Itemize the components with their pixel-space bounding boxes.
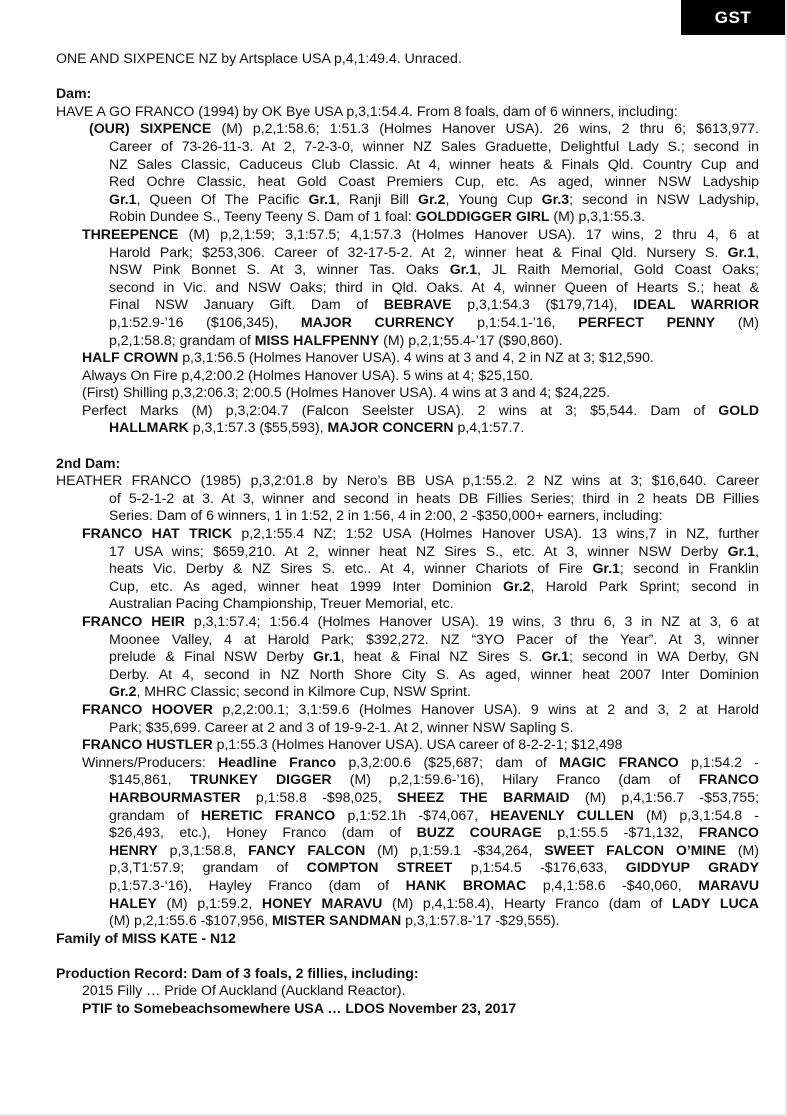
- paragraph-gap: [56, 68, 759, 86]
- document-line: [56, 578, 759, 596]
- text-run: (M) p,4,1:58.4), Hearty Franco (dam of: [382, 894, 673, 911]
- bold-text-run: Gr.1: [308, 190, 336, 207]
- text-run: p,2,1:58.8; grandam of: [109, 331, 255, 348]
- bold-text-run: MAJOR CURRENCY: [300, 313, 455, 330]
- bold-text-run: FRANCO HAT TRICK: [82, 525, 233, 542]
- bold-text-run: LADY LUCA: [672, 894, 759, 911]
- text-run: Final NSW January Gift. Dam of: [109, 296, 384, 313]
- text-run: Moonee Valley, 4 at Harold Park; $392,272. NZ “3YO Pacer of the Year”. At 3, winner: [109, 630, 759, 647]
- document-line: [56, 965, 759, 983]
- text-run: Career of 73-26-11-3. At 2, 7-2-3-0, winner NZ Sales Graduette, Delightful Lady S.; second in: [109, 137, 759, 154]
- text-run: ,: [755, 243, 759, 260]
- bold-text-run: PTIF to Somebeachsomewhere USA … LDOS November 23, 2017: [82, 1000, 517, 1017]
- text-run: p,4,1:57.7.: [453, 419, 525, 436]
- text-run: (M) p,2,1:59.6-’16), Hilary Franco (dam of: [331, 771, 699, 788]
- bold-text-run: HONEY MARAVU: [261, 894, 383, 911]
- text-run: p,2,1:55.4 NZ; 1:52 USA (Holmes Hanover USA). 13 wins,7 in NZ, further: [232, 525, 759, 542]
- bold-text-run: Dam:: [56, 85, 92, 102]
- document-line: [56, 507, 759, 525]
- document-line: [56, 525, 759, 543]
- paragraph-gap: [56, 947, 759, 965]
- text-run: , Ranji Bill: [335, 190, 419, 207]
- bold-text-run: Headline Franco: [218, 753, 337, 770]
- bold-text-run: Gr.1: [727, 243, 756, 260]
- document-line: [56, 736, 759, 754]
- text-run: , Harold Park Sprint; second in: [530, 577, 759, 594]
- text-run: (M) p,2,1:55.6 -$107,956,: [109, 912, 272, 929]
- bold-text-run: Gr.2: [109, 683, 137, 700]
- document-line: [56, 683, 759, 701]
- document-line: [56, 771, 759, 789]
- bold-text-run: GIDDYUP GRADY: [625, 859, 759, 876]
- text-run: Cup, etc. As aged, winner heat 1999 Inter Dominion: [109, 577, 504, 594]
- bold-text-run: HANK BROMAC: [405, 876, 527, 893]
- text-run: HAVE A GO FRANCO (1994) by OK Bye USA p,3,1:54.4. From 8 foals, dam of 6 winners, including:: [56, 102, 678, 119]
- document-line: [56, 103, 759, 121]
- document-line: [56, 754, 759, 772]
- text-run: heats Vic. Derby & NZ Sires S. etc.. At 4, winner Chariots of Fire: [109, 560, 593, 577]
- text-run: 2015 Filly … Pride Of Auckland (Auckland Reactor).: [82, 982, 406, 999]
- document-line: [56, 490, 759, 508]
- document-line: [56, 842, 759, 860]
- document-line: [56, 631, 759, 649]
- text-run: p,1:57.3-‘16), Hayley Franco (dam of: [109, 876, 406, 893]
- text-run: grandam of: [109, 806, 201, 823]
- bold-text-run: (OUR) SIXPENCE: [89, 120, 212, 137]
- text-run: , heat & Final NZ Sires S.: [340, 648, 542, 665]
- bold-text-run: GOLD: [718, 401, 759, 418]
- text-run: (M): [715, 313, 759, 330]
- text-run: second in Vic. and NSW Oaks; third in Qld. Oaks. At 4, winner Queen of Hearts S.; heat &: [109, 278, 759, 295]
- text-run: p,3,1:54.3 ($179,714),: [451, 296, 634, 313]
- bold-text-run: HALF CROWN: [82, 349, 179, 366]
- text-run: Series. Dam of 6 winners, 1 in 1:52, 2 in 1:56, 4 in 2:00, 2 -$350,000+ earners, including:: [109, 507, 663, 524]
- bold-text-run: GOLDDIGGER GIRL: [415, 208, 550, 225]
- document-line: [56, 930, 759, 948]
- document-line: [56, 296, 759, 314]
- bold-text-run: Gr.1: [592, 560, 620, 577]
- bold-text-run: SHEEZ THE BARMAID: [397, 788, 570, 805]
- text-run: NZ Sales Classic, Caduceus Club Classic. At 4, winner heats & Finals Qld. Country Cup and: [109, 155, 759, 172]
- text-run: ; second in NSW Ladyship,: [569, 190, 759, 207]
- text-run: (M): [726, 841, 759, 858]
- document-line: [56, 807, 759, 825]
- document-line: [56, 279, 759, 297]
- bold-text-run: HALEY: [109, 894, 157, 911]
- bold-text-run: Gr.2: [418, 190, 446, 207]
- document-line: [56, 138, 759, 156]
- text-run: (M) p,3,1:55.3.: [549, 208, 646, 225]
- document-line: [56, 455, 759, 473]
- document-line: [56, 912, 759, 930]
- text-run: p,3,T1:57.9; grandam of: [109, 859, 307, 876]
- gst-badge: [681, 0, 785, 35]
- text-run: ,: [755, 542, 759, 559]
- text-run: p,1:55.5 -$71,132,: [541, 824, 699, 841]
- bold-text-run: Gr.2: [503, 577, 531, 594]
- document-line: [56, 314, 759, 332]
- text-run: prelude & Final NSW Derby: [109, 648, 314, 665]
- document-line: [56, 173, 759, 191]
- document-line: [56, 1000, 759, 1018]
- bold-text-run: 2nd Dam:: [56, 454, 121, 471]
- text-run: , JL Raith Memorial, Gold Coast Oaks;: [477, 261, 759, 278]
- text-run: p,1:52.9-’16 ($106,345),: [109, 313, 301, 330]
- document-line: [56, 859, 759, 877]
- document-line: [56, 384, 759, 402]
- text-run: p,1:55.3 (Holmes Hanover USA). USA career of 8-2-2-1; $12,498: [212, 736, 623, 753]
- text-run: (M) p,1:59.1 -$34,264,: [365, 841, 545, 858]
- text-run: p,3,1:56.5 (Holmes Hanover USA). 4 wins at 3 and 4, 2 in NZ at 3; $12,590.: [178, 349, 654, 366]
- text-run: of 5-2-1-2 at 3. At 3, winner and second in heats DB Fillies Series; third in 2 heats DB Fillies: [109, 489, 759, 506]
- text-run: Winners/Producers:: [82, 753, 219, 770]
- bold-text-run: THREEPENCE: [82, 225, 179, 242]
- text-run: HEATHER FRANCO (1985) p,3,2:01.8 by Nero’s BB USA p,1:55.2. 2 NZ wins at 3; $16,640. Career: [56, 472, 759, 489]
- document-line: [56, 156, 759, 174]
- text-run: (First) Shilling p,3,2:06.3; 2:00.5 (Holmes Hanover USA). 4 wins at 3 and 4; $24,225.: [82, 384, 610, 401]
- document-line: [56, 595, 759, 613]
- bold-text-run: FRANCO: [698, 771, 759, 788]
- document-line: [56, 543, 759, 561]
- document-line: [56, 560, 759, 578]
- document-line: [56, 85, 759, 103]
- document-line: [56, 226, 759, 244]
- bold-text-run: HALLMARK: [109, 419, 189, 436]
- text-run: p,1:52.1h -$74,067,: [335, 806, 491, 823]
- text-run: Australian Pacing Championship, Treuer Memorial, etc.: [109, 595, 454, 612]
- document-line: [56, 367, 759, 385]
- document-line: [56, 332, 759, 350]
- text-run: Park; $35,699. Career at 2 and 3 of 19-9-2-1. At 2, winner NSW Sapling S.: [109, 718, 574, 735]
- text-run: (M) p,2,1:58.6; 1:51.3 (Holmes Hanover USA). 26 wins, 2 thru 6; $613,977.: [211, 120, 759, 137]
- document-line: [56, 895, 759, 913]
- bold-text-run: FRANCO: [698, 824, 759, 841]
- document-line: [56, 613, 759, 631]
- bold-text-run: MAJOR CONCERN: [327, 419, 454, 436]
- bold-text-run: HARBOURMASTER: [109, 788, 241, 805]
- text-run: ONE AND SIXPENCE NZ by Artsplace USA p,4,1:49.4. Unraced.: [56, 50, 462, 66]
- text-run: (M) p,2,1;55.4-’17 ($90,860).: [379, 331, 563, 348]
- text-run: Robin Dundee S., Teeny Teeny S. Dam of 1 foal:: [109, 208, 416, 225]
- text-run: p,1:54.1-’16,: [454, 313, 579, 330]
- document-line: [56, 824, 759, 842]
- bold-text-run: HENRY: [109, 841, 158, 858]
- text-run: ; second in WA Derby, GN: [568, 648, 759, 665]
- document-line: [56, 877, 759, 895]
- text-run: Derby. At 4, second in NZ North Shore City S. As aged, winner heat 2007 Inter Dominion: [109, 665, 759, 682]
- document-line: [56, 261, 759, 279]
- text-run: p,1:58.8 -$98,025,: [240, 788, 398, 805]
- text-run: (M) p,3,1:54.8 -: [633, 806, 759, 823]
- paragraph-gap: [56, 437, 759, 455]
- text-run: NSW Pink Bonnet S. At 3, winner Tas. Oaks: [109, 261, 450, 278]
- bold-text-run: IDEAL WARRIOR: [633, 296, 759, 313]
- text-run: p,2,2:00.1; 3,1:59.6 (Holmes Hanover USA). 9 wins at 2 and 3, 2 at Harold: [212, 700, 759, 717]
- bold-text-run: FRANCO HUSTLER: [82, 736, 213, 753]
- pedigree-document: [56, 50, 759, 1018]
- bold-text-run: TRUNKEY DIGGER: [189, 771, 332, 788]
- bold-text-run: Gr.1: [109, 190, 137, 207]
- text-run: $26,493, etc.), Honey Franco (dam of: [109, 824, 417, 841]
- text-run: , MHRC Classic; second in Kilmore Cup, NSW Sprint.: [136, 683, 471, 700]
- text-run: , Queen Of The Pacific: [136, 190, 309, 207]
- text-run: p,1:54.2 -: [678, 753, 759, 770]
- document-line: [56, 472, 759, 490]
- text-run: (M) p,4,1:56.7 -$53,755;: [569, 788, 759, 805]
- document-line: [56, 191, 759, 209]
- text-run: ; second in Franklin: [619, 560, 759, 577]
- document-line: [56, 208, 759, 226]
- bold-text-run: Production Record: Dam of 3 foals, 2 fillies, including:: [56, 964, 419, 981]
- document-line: [56, 666, 759, 684]
- text-run: Harold Park; $253,306. Career of 32-17-5-2. At 2, winner heat & Final Qld. Nursery S.: [109, 243, 728, 260]
- bold-text-run: Gr.1: [449, 261, 478, 278]
- text-run: , Young Cup: [445, 190, 542, 207]
- bold-text-run: BEBRAVE: [383, 296, 452, 313]
- bold-text-run: MISTER SANDMAN: [271, 912, 402, 929]
- document-line: [56, 402, 759, 420]
- text-run: p,1:54.5 -$176,633,: [452, 859, 626, 876]
- text-run: Always On Fire p,4,2:00.2 (Holmes Hanover USA). 5 wins at 4; $25,150.: [82, 366, 534, 383]
- text-run: p,3,1:57.8-’17 -$29,555).: [401, 912, 560, 929]
- bold-text-run: MAGIC FRANCO: [559, 753, 679, 770]
- bold-text-run: MARAVU: [698, 876, 759, 893]
- bold-text-run: HEAVENLY CULLEN: [490, 806, 634, 823]
- document-line: [56, 349, 759, 367]
- text-run: p,3,2:00.6 ($25,687; dam of: [336, 753, 560, 770]
- text-run: (M) p,1:59.2,: [156, 894, 262, 911]
- bold-text-run: HERETIC FRANCO: [200, 806, 336, 823]
- bold-text-run: Gr.1: [313, 648, 341, 665]
- bold-text-run: FRANCO HEIR: [82, 613, 185, 629]
- gst-badge-label: GST: [714, 7, 752, 27]
- document-line: [56, 648, 759, 666]
- document-line: [56, 719, 759, 737]
- text-run: Perfect Marks (M) p,3,2:04.7 (Falcon Seelster USA). 2 wins at 3; $5,544. Dam of: [82, 401, 719, 418]
- text-run: $145,861,: [109, 771, 190, 788]
- text-run: p,3,1:57.4; 1:56.4 (Holmes Hanover USA). 19 wins, 3 thru 6, 3 in NZ at 3, 6 at: [184, 613, 759, 629]
- bold-text-run: Gr.1: [727, 542, 756, 559]
- text-run: Red Ochre Classic, heat Gold Coast Premiers Cup, etc. As aged, winner NSW Ladyship: [109, 173, 759, 190]
- text-run: 17 USA wins; $659,210. At 2, winner heat NZ Sires S., etc. At 3, winner NSW Derby: [109, 542, 728, 559]
- bold-text-run: PERFECT PENNY: [578, 313, 716, 330]
- document-line: [56, 701, 759, 719]
- document-line: [56, 982, 759, 1000]
- bold-text-run: Family of MISS KATE - N12: [56, 929, 236, 946]
- text-run: p,4,1:58.6 -$40,060,: [526, 876, 699, 893]
- document-line: [56, 244, 759, 262]
- bold-text-run: Gr.1: [541, 648, 569, 665]
- bold-text-run: FRANCO HOOVER: [82, 700, 213, 717]
- text-run: (M) p,2,1:59; 3,1:57.5; 4,1:57.3 (Holmes Hanover USA). 17 wins, 2 thru 4, 6 at: [178, 225, 759, 242]
- document-line: [56, 419, 759, 437]
- bold-text-run: MISS HALFPENNY: [254, 331, 380, 348]
- document-line: [56, 120, 759, 138]
- document-line: [56, 50, 759, 68]
- bold-text-run: FANCY FALCON: [248, 841, 366, 858]
- bold-text-run: BUZZ COURAGE: [416, 824, 542, 841]
- text-run: p,3,1:58.8,: [157, 841, 249, 858]
- document-line: [56, 789, 759, 807]
- bold-text-run: COMPTON STREET: [306, 859, 453, 876]
- bold-text-run: SWEET FALCON O’MINE: [544, 841, 727, 858]
- bold-text-run: Gr.3: [541, 190, 570, 207]
- text-run: p,3,1:57.3 ($55,593),: [188, 419, 328, 436]
